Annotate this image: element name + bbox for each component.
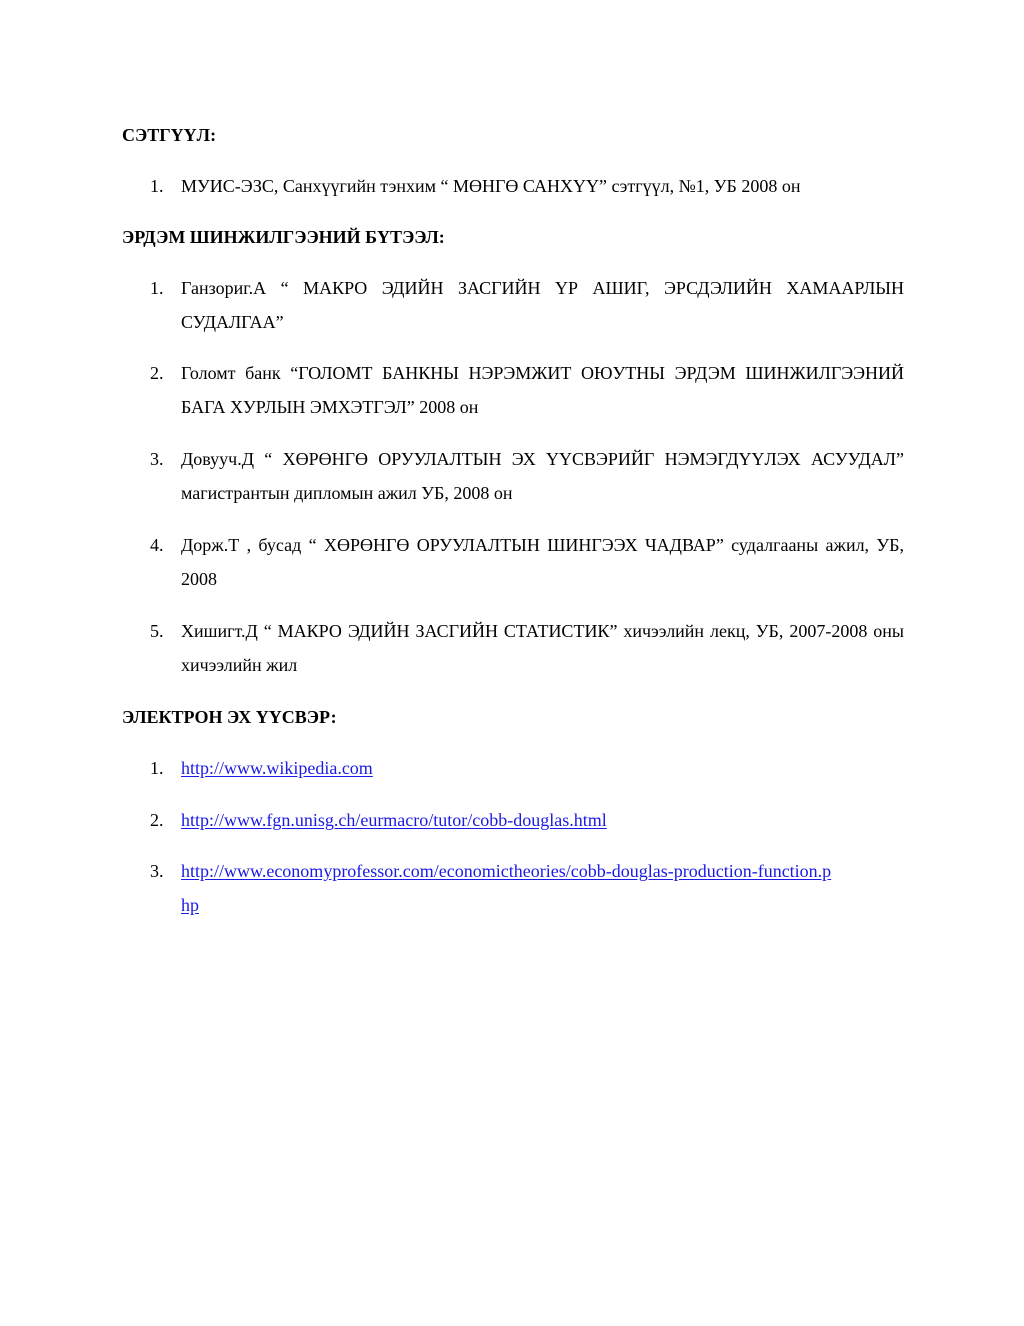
research-item-3 <box>150 442 904 510</box>
list-number: 1. <box>150 278 164 298</box>
heading-journals: СЭТГҮҮЛ: <box>122 125 217 145</box>
source-link[interactable]: http://www.wikipedia.com <box>181 758 373 778</box>
list-number: 3. <box>150 449 164 469</box>
source-item-1 <box>150 751 904 785</box>
list-number: 2. <box>150 363 164 383</box>
heading-research-works: ЭРДЭМ ШИНЖИЛГЭЭНИЙ БҮТЭЭЛ: <box>122 227 445 247</box>
source-link[interactable]: http://www.economyprofessor.com/economictheories/cobb-douglas-production-function.php <box>181 861 832 915</box>
journal-item-1 <box>150 169 904 203</box>
list-number: 3. <box>150 861 164 881</box>
research-item-4 <box>150 528 904 596</box>
source-link[interactable]: http://www.fgn.unisg.ch/eurmacro/tutor/cobb-douglas.html <box>181 810 607 830</box>
list-item-text: МУИС-ЭЗС, Санхүүгийн тэнхим “ МӨНГӨ САНХҮҮ” сэтгүүл, №1, УБ 2008 он <box>181 176 801 196</box>
list-number: 1. <box>150 176 164 196</box>
heading-electronic-sources: ЭЛЕКТРОН ЭХ ҮҮСВЭР: <box>122 707 337 727</box>
list-number: 5. <box>150 621 164 641</box>
list-item-text: Дорж.Т , бусад “ ХӨРӨНГӨ ОРУУЛАЛТЫН ШИНГЭЭХ ЧАДВАР” судалгааны ажил, УБ, 2008 <box>181 535 904 589</box>
list-item-text: Голомт банк “ГОЛОМТ БАНКНЫ НЭРЭМЖИТ ОЮУТНЫ ЭРДЭМ ШИНЖИЛГЭЭНИЙ БАГА ХУРЛЫН ЭМХЭТГЭЛ” 2008 он <box>181 363 904 417</box>
list-number: 2. <box>150 810 164 830</box>
list-number: 1. <box>150 758 164 778</box>
list-number: 4. <box>150 535 164 555</box>
research-item-1 <box>150 271 904 339</box>
list-item-text: Хишигт.Д “ МАКРО ЭДИЙН ЗАСГИЙН СТАТИСТИК” хичээлийн лекц, УБ, 2007-2008 оны хичээлийн жил <box>181 621 904 675</box>
research-item-5 <box>150 614 904 682</box>
source-item-3 <box>150 854 904 922</box>
source-item-2 <box>150 803 904 837</box>
list-item-text: Ганзориг.А “ МАКРО ЭДИЙН ЗАСГИЙН ҮР АШИГ, ЭРСДЭЛИЙН ХАМААРЛЫН СУДАЛГАА” <box>181 278 904 332</box>
research-item-2 <box>150 356 904 424</box>
list-item-text: Довууч.Д “ ХӨРӨНГӨ ОРУУЛАЛТЫН ЭХ ҮҮСВЭРИЙГ НЭМЭГДҮҮЛЭХ АСУУДАЛ” магистрантын дипломын ажил УБ, 2008 он <box>181 449 904 503</box>
